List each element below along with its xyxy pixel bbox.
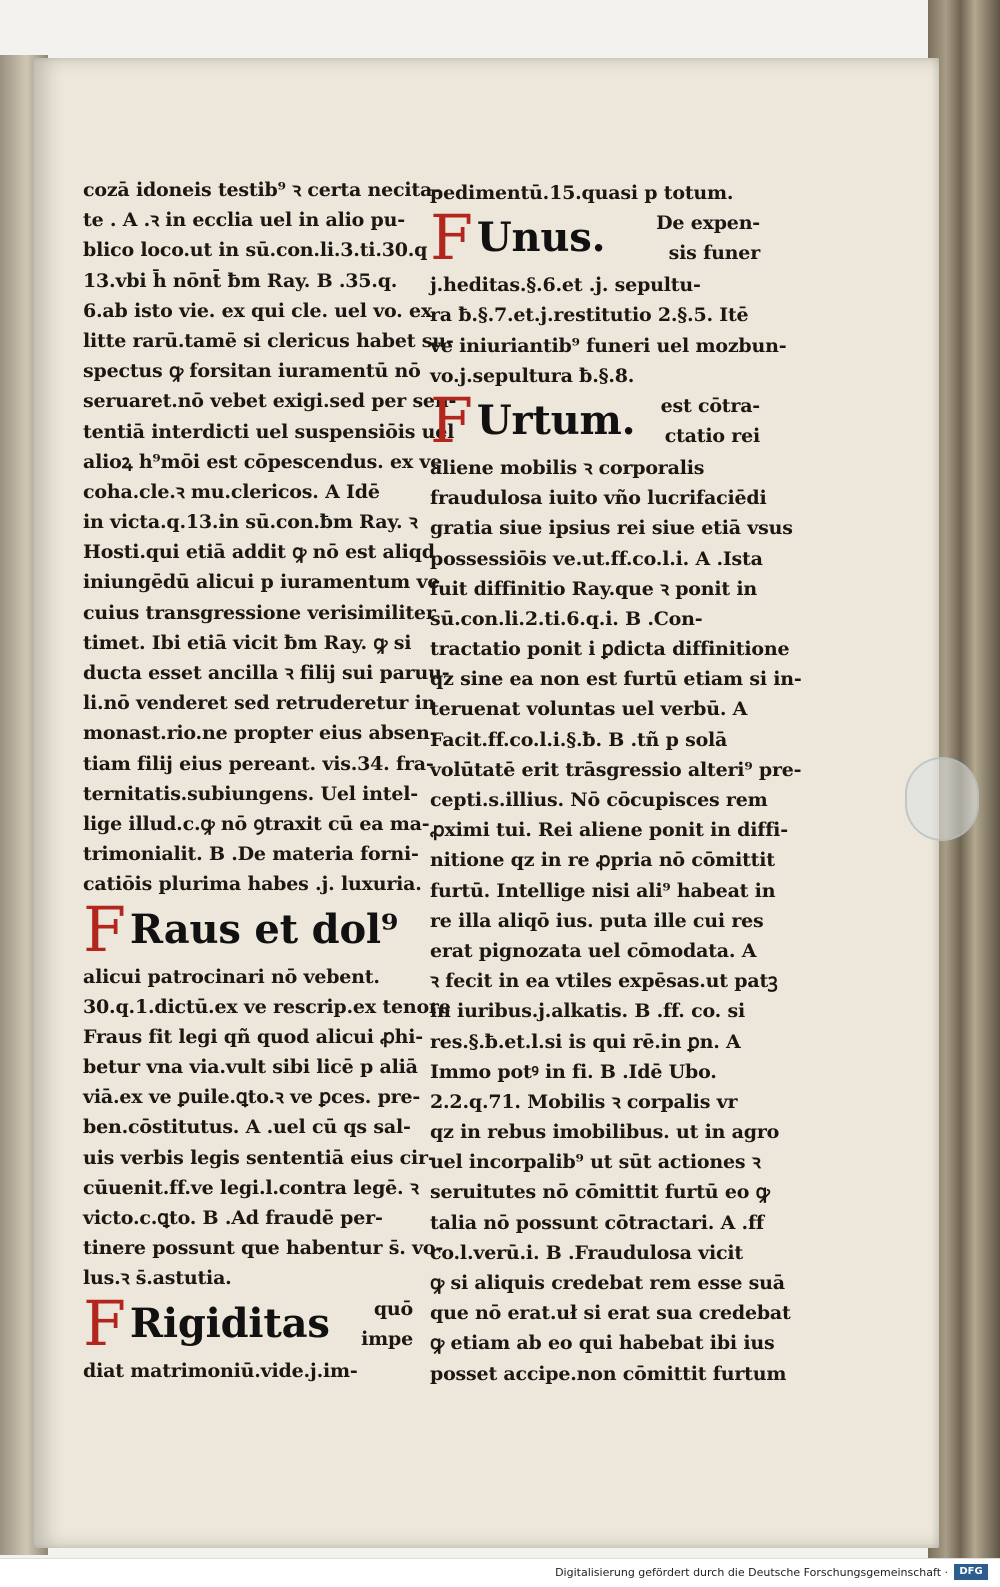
text-line: co.l.verū.i. B .Fraudulosa vicit (430, 1241, 743, 1264)
text-line: seruaret.nō vebet exigi.sed per sen- (83, 390, 457, 413)
text-line: re illa aliqō ius. puta ille cui res (430, 909, 764, 932)
text-line: coha.cle.ꝛ mu.clericos. A Idē (83, 480, 380, 503)
headword: Raus et dol⁹ (129, 905, 399, 953)
left-text-block-b (83, 962, 451, 1294)
text-line: catiōis plurima habes .j. luxuria. (83, 873, 422, 896)
text-line: alioꝝ h⁹mōi est cōpescendus. ex ve (83, 450, 443, 473)
right-text-block-a (430, 178, 760, 208)
text-line: ꝙ etiam ab eo qui habebat ibi ius (430, 1332, 775, 1355)
text-line: litte rarū.tamē si clericus habet su- (83, 329, 454, 352)
text-line: tinere possunt que habentur s̄. vo- (83, 1237, 444, 1260)
text-line: timet. Ibi etiā vicit ƀm Ray. ꝙ si (83, 631, 412, 654)
text-line: trimonialit. B .De materia forni- (83, 843, 419, 866)
text-line: ꝓximi tui. Rei aliene ponit in diffi- (430, 819, 788, 842)
text-line: cozā idoneis testib⁹ ꝛ certa necita- (83, 179, 440, 201)
entry-heading-furtum (430, 383, 760, 457)
text-line: li.nō venderet sed retruderetur in (83, 692, 436, 715)
text-column-left (83, 175, 457, 1386)
text-line: ternitatis.subiungens. Uel intel- (83, 782, 418, 805)
heading-trailing-line: sis funer (668, 242, 760, 265)
heading-trailing-line: ctatio rei (664, 424, 760, 447)
text-line: erat pignozata uel cōmodata. A (430, 939, 757, 962)
entry-heading-fraus (83, 892, 413, 966)
text-line: 6.ab isto vie. ex qui cle. uel vo. ex (83, 299, 433, 322)
entry-heading-funus (430, 201, 760, 275)
text-line: 30.q.1.dictū.ex ve rescrip.ex tenore (83, 995, 451, 1018)
text-line: ra ƀ.§.7.et.j.restitutio 2.§.5. Itē (430, 304, 749, 327)
right-text-block-b (430, 270, 787, 391)
heading-trailing-text (656, 208, 760, 268)
text-line: te . A .ꝛ in ecclia uel in alio pu- (83, 209, 405, 232)
text-line: in victa.q.13.in sū.con.ƀm Ray. ꝛ (83, 511, 418, 534)
text-line: teruenat voluntas uel verbū. A (430, 698, 748, 721)
text-line: fuit diffinitio Ray.que ꝛ ponit in (430, 577, 758, 600)
text-line: ben.cōstitutus. A .uel cū qs sal- (83, 1116, 411, 1139)
text-line: ꝛ fecit in ea vtiles expēsas.ut patꝫ (430, 970, 778, 993)
text-line: res.§.ƀ.et.l.si is qui rē.in ꝑn. A (430, 1030, 741, 1053)
text-line: cuius transgressione verisimiliter (83, 601, 436, 624)
rubric-initial: F (430, 383, 473, 457)
text-line: blico loco.ut in sū.con.li.3.ti.30.q (83, 239, 428, 262)
text-line: cūuenit.ff.ve legi.l.contra legē. ꝛ (83, 1176, 419, 1199)
text-line: spectus ꝙ forsitan iuramentū nō (83, 360, 421, 383)
text-line: nitione qz in re ꝓpria nō cōmittit (430, 849, 775, 872)
text-line: cepti.s.illius. Nō cōcupisces rem (430, 789, 768, 811)
text-line: tentiā interdicti uel suspensiōis uel (83, 420, 455, 443)
page-clip (905, 757, 979, 841)
headword: Urtum. (476, 396, 636, 444)
rubric-initial: F (430, 201, 473, 275)
funding-credit: Digitalisierung gefördert durch die Deutsche Forschungsgemeinschaft · (555, 1566, 948, 1579)
text-line: que nō erat.uł si erat sua credebat (430, 1302, 791, 1325)
text-line: posset accipe.non cōmittit furtum (430, 1362, 787, 1385)
text-line: Hosti.qui etiā addit ꝙ nō est aliqd (83, 541, 435, 564)
rubric-initial: F (83, 1286, 126, 1360)
text-line: Immo potꝰ in fi. B .Idē Ubo. (430, 1060, 717, 1083)
text-line: ducta esset ancilla ꝛ filij sui paruu- (83, 662, 450, 684)
text-line: uel incorpalib⁹ ut sūt actiones ꝛ (430, 1151, 761, 1174)
text-line: tiam filij eius pereant. vis.34. fra- (83, 752, 434, 775)
text-line: fraudulosa iuito vño lucrifaciēdi (430, 487, 767, 510)
text-line: volūtatē erit trāsgressio alteri⁹ pre- (430, 758, 802, 781)
text-line: possessiōis ve.ut.ff.co.l.i. A .Ista (430, 547, 763, 570)
entry-heading-rigiditas (83, 1286, 413, 1360)
text-line: iniungēdū alicui p iuramentum ve (83, 571, 440, 594)
text-line: Fraus fit legi qñ quod alicui ꝓhi- (83, 1025, 423, 1048)
heading-trailing-text (661, 391, 760, 451)
text-line: uis verbis legis sententiā eius cir- (83, 1146, 436, 1169)
text-line: 13.vbi h̄ nōnt̄ ƀm Ray. B .35.q. (83, 269, 398, 292)
text-line: lige illud.c.ꝙ nō ꝯtraxit cū ea ma- (83, 812, 430, 835)
text-line: lus.ꝛ s̄.astutia. (83, 1267, 232, 1290)
headword: Unus. (476, 214, 606, 262)
text-line: pedimentū.15.quasi p totum. (430, 182, 734, 204)
heading-trailing-text (361, 1294, 413, 1354)
text-column-right (430, 178, 802, 1389)
text-line: 2.2.q.71. Mobilis ꝛ corpalis vr (430, 1090, 738, 1113)
text-line: seruitutes nō cōmittit furtū eo ꝙ (430, 1181, 770, 1204)
text-line: in iuribus.j.alkatis. B .ff. co. si (430, 1000, 745, 1023)
text-line: Facit.ff.co.l.i.§.ƀ. B .tñ p solā (430, 728, 728, 751)
text-line: victo.c.ꝗto. B .Ad fraudē per- (83, 1207, 383, 1229)
text-line: tractatio ponit i ꝑdicta diffinitione (430, 638, 790, 661)
text-line: qz sine ea non est furtū etiam si in- (430, 668, 802, 691)
text-line: betur vna via.vult sibi licē p aliā (83, 1056, 418, 1079)
heading-trailing-line: est cōtra- (660, 394, 760, 417)
right-text-block-c (430, 453, 802, 1389)
text-line: monast.rio.ne propter eius absen- (83, 722, 438, 745)
text-line: talia nō possunt cōtractari. A .ff (430, 1211, 764, 1234)
text-line: qz in rebus imobilibus. ut in agro (430, 1121, 780, 1144)
text-line: viā.ex ve ꝑuile.ꝗto.ꝛ ve ꝑces. pre- (83, 1086, 421, 1109)
heading-trailing-line: impe (361, 1327, 413, 1350)
text-line: sū.con.li.2.ti.6.q.i. B .Con- (430, 607, 703, 630)
heading-trailing-line: De expen- (656, 212, 760, 235)
text-line: alicui patrocinari nō vebent. (83, 965, 380, 988)
heading-trailing-line: quō (373, 1297, 413, 1320)
digitization-footer (0, 1558, 1000, 1587)
text-line: furtū. Intellige nisi ali⁹ habeat in (430, 879, 776, 902)
text-line: gratia siue ipsius rei siue etiā vsus (430, 517, 793, 540)
text-line: vo.j.sepultura ƀ.§.8. (430, 364, 635, 387)
text-line: ve iniuriantib⁹ funeri uel mozbun- (430, 334, 787, 357)
headword: Rigiditas (129, 1299, 330, 1347)
left-text-block-a (83, 175, 457, 900)
text-line: j.heditas.§.6.et .j. sepultu- (430, 274, 701, 297)
rubric-initial: F (83, 892, 126, 966)
text-line: aliene mobilis ꝛ corporalis (430, 456, 705, 479)
dfg-logo: DFG (954, 1564, 988, 1580)
text-line: ꝙ si aliquis credebat rem esse suā (430, 1272, 785, 1294)
left-text-block-c (83, 1356, 413, 1386)
text-line: diat matrimoniū.vide.j.im- (83, 1359, 358, 1382)
